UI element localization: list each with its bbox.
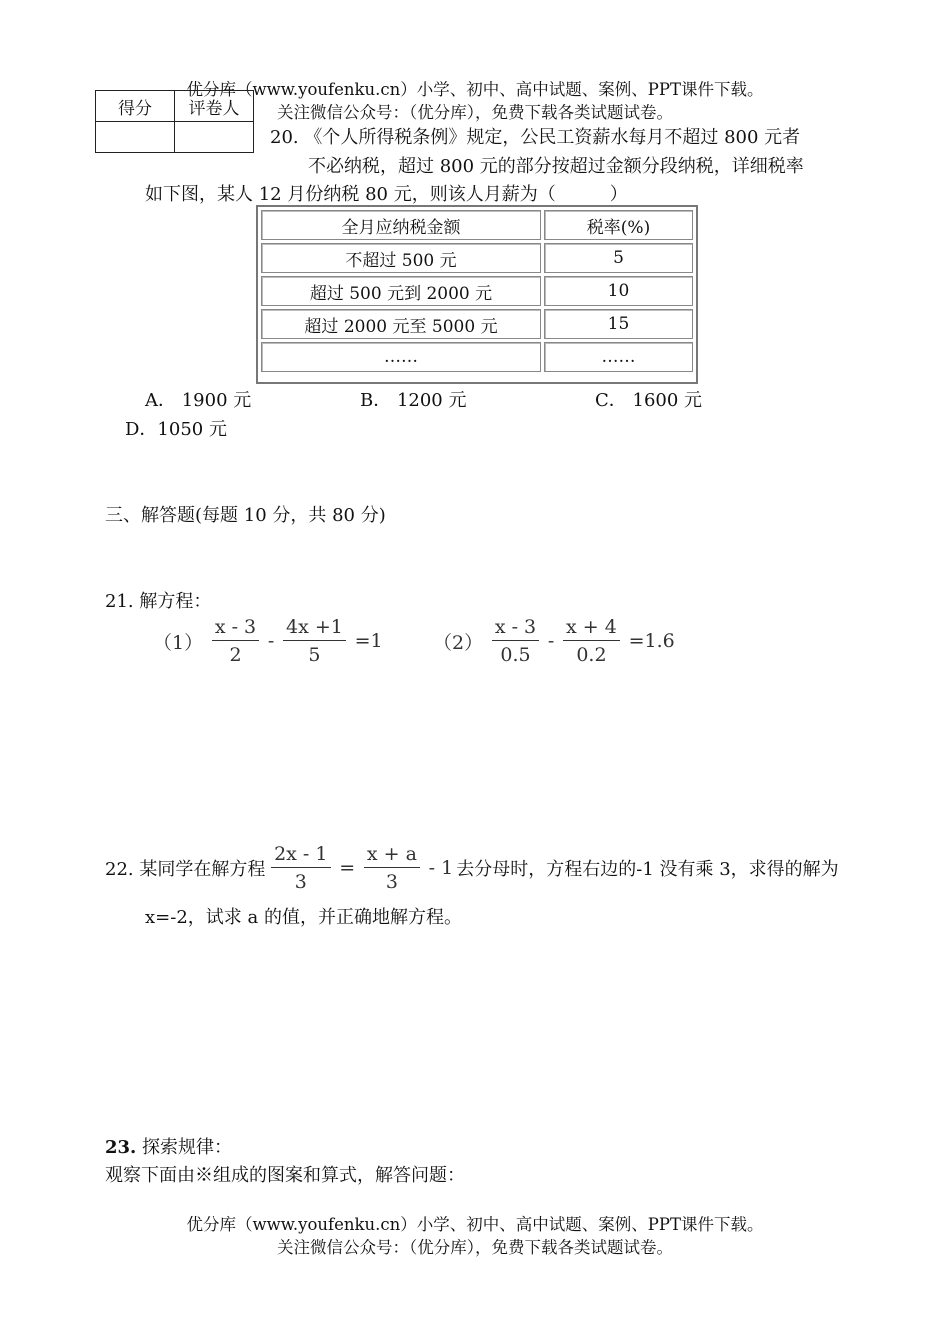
eq2-denominator-1: 0.5	[500, 644, 531, 666]
q22-numerator-right: x + a	[364, 843, 420, 868]
table-row	[261, 342, 693, 372]
score-label: 得分	[96, 91, 175, 122]
q22-prefix: 22. 某同学在解方程	[105, 859, 266, 880]
tax-amount-cell: 超过 500 元到 2000 元	[261, 276, 541, 306]
tax-amount-cell: 超过 2000 元至 5000 元	[261, 309, 541, 339]
score-cell	[96, 122, 175, 153]
q20-option-c: C． 1600 元	[595, 390, 703, 411]
q22-fraction-right	[364, 843, 420, 893]
header-line-2: 关注微信公众号：（优分库），免费下载各类试题试卷。	[277, 103, 673, 122]
tax-amount-cell: 不超过 500 元	[261, 243, 541, 273]
q20-line-3: 如下图，某人 12 月份纳税 80 元，则该人月薪为（ ）	[145, 184, 628, 205]
grader-label: 评卷人	[175, 91, 254, 122]
eq1-label: （1）	[153, 631, 204, 654]
eq1-fraction-2	[283, 616, 346, 666]
q20-line-2: 不必纳税，超过 800 元的部分按超过金额分段纳税，详细税率	[308, 156, 804, 177]
header-line-1: 优分库（www.youfenku.cn）小学、初中、高中试题、案例、PPT课件下载。	[186, 80, 764, 99]
q22-line-2: x=-2，试求 a 的值，并正确地解方程。	[145, 907, 462, 928]
footer-line-2: 关注微信公众号：（优分库），免费下载各类试题试卷。	[277, 1238, 673, 1257]
eq2-fraction-2	[563, 616, 620, 666]
q20-option-d: D．1050 元	[125, 419, 227, 440]
tax-rate-cell: 10	[544, 276, 693, 306]
tax-rate-cell: 5	[544, 243, 693, 273]
table-row	[261, 309, 693, 339]
table-row	[261, 243, 693, 273]
q23-number: 23.	[105, 1137, 137, 1158]
eq2-minus: -	[547, 630, 555, 652]
q22-minus-one: - 1	[428, 857, 454, 879]
section-3-title: 三、解答题(每题 10 分，共 80 分)	[105, 505, 386, 526]
q21-equation-1	[150, 616, 386, 666]
eq1-denominator-2: 5	[308, 644, 321, 666]
q22-numerator-left: 2x - 1	[271, 843, 330, 868]
q22-equals: =	[339, 857, 356, 879]
eq1-numerator-2: 4x +1	[283, 616, 346, 641]
eq1-fraction-1	[212, 616, 259, 666]
q21-equation-2	[430, 616, 678, 666]
tax-amount-cell: ……	[261, 342, 541, 372]
score-box	[95, 90, 254, 153]
tax-rate-cell: ……	[544, 342, 693, 372]
eq2-rhs: =1.6	[628, 630, 675, 652]
eq2-denominator-2: 0.2	[576, 644, 607, 666]
eq2-numerator-1: x - 3	[492, 616, 539, 641]
tax-header-amount: 全月应纳税金额	[261, 210, 541, 240]
eq2-label: （2）	[433, 631, 484, 654]
grader-cell	[175, 122, 254, 153]
eq1-minus: -	[267, 630, 275, 652]
eq2-numerator-2: x + 4	[563, 616, 620, 641]
eq2-fraction-1	[492, 616, 539, 666]
eq1-numerator-1: x - 3	[212, 616, 259, 641]
tax-rate-cell: 15	[544, 309, 693, 339]
tax-rate-table	[256, 205, 698, 384]
q23-line-2: 观察下面由※组成的图案和算式，解答问题：	[105, 1165, 465, 1186]
table-row	[261, 276, 693, 306]
q21-title: 21. 解方程：	[105, 591, 212, 612]
q23-title	[105, 1133, 232, 1159]
q20-option-a: A． 1900 元	[145, 390, 252, 411]
eq1-denominator-1: 2	[229, 644, 242, 666]
tax-header-rate: 税率(%)	[544, 210, 693, 240]
q22-fraction-left	[271, 843, 330, 893]
tax-table-header	[261, 210, 693, 240]
eq1-rhs: =1	[354, 630, 383, 652]
q20-option-b: B． 1200 元	[360, 390, 467, 411]
footer-line-1: 优分库（www.youfenku.cn）小学、初中、高中试题、案例、PPT课件下载。	[186, 1215, 764, 1234]
q22-line-1	[105, 843, 839, 893]
q22-denominator-left: 3	[294, 871, 307, 893]
q23-title-text: 探索规律：	[136, 1137, 233, 1158]
q22-denominator-right: 3	[385, 871, 398, 893]
q22-suffix: 去分母时，方程右边的-1 没有乘 3，求得的解为	[456, 859, 839, 880]
q20-line-1: 20. 《个人所得税条例》规定，公民工资薪水每月不超过 800 元者	[270, 127, 801, 148]
